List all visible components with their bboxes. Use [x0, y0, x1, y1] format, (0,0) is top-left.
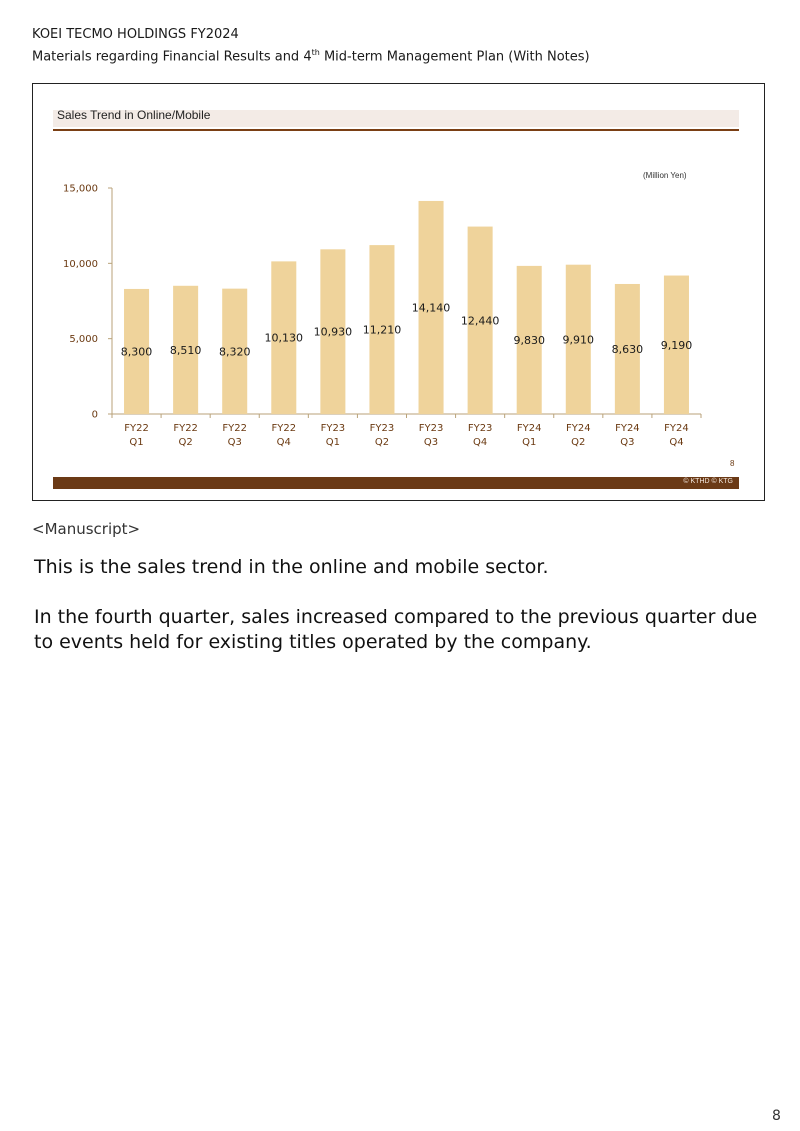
x-tick-label-quarter: Q2	[374, 437, 390, 448]
page-number: 8	[772, 1108, 781, 1124]
data-label: 10,930	[313, 325, 353, 339]
x-tick-label-quarter: Q4	[669, 437, 684, 448]
data-label: 9,190	[660, 338, 693, 352]
data-label: 9,910	[562, 333, 595, 347]
x-tick-label-year: FY23	[320, 423, 346, 434]
slide-footer-bar	[53, 477, 739, 489]
x-tick-label-quarter: Q1	[129, 437, 144, 448]
x-tick-label-quarter: Q2	[178, 437, 193, 448]
data-label: 12,440	[460, 314, 500, 328]
document-subtitle	[32, 44, 590, 66]
x-tick-label-year: FY23	[418, 423, 444, 434]
y-tick-label: 10,000	[63, 258, 98, 270]
x-tick-label-quarter: Q3	[620, 437, 635, 448]
manuscript-paragraph: This is the sales trend in the online and mobile sector.	[34, 556, 549, 578]
x-tick-label-quarter: Q1	[325, 437, 340, 448]
x-tick-label-year: FY22	[173, 423, 198, 434]
y-tick-label: 5,000	[69, 334, 98, 346]
document-title: KOEI TECMO HOLDINGS FY2024	[32, 27, 239, 42]
manuscript-paragraph: In the fourth quarter, sales increased compared to the previous quarter due to events held for existing titles operated by the company.	[34, 606, 758, 653]
document-header	[32, 26, 590, 66]
x-tick-label-quarter: Q4	[473, 437, 488, 448]
x-tick-label-year: FY22	[222, 423, 248, 434]
x-tick-label-year: FY24	[565, 423, 591, 434]
x-tick-label-quarter: Q1	[522, 437, 537, 448]
unit-label: (Million Yen)	[643, 171, 687, 180]
x-tick-label-year: FY24	[615, 423, 640, 434]
data-label: 8,320	[218, 345, 251, 359]
sales-bar-chart	[33, 84, 766, 502]
x-tick-label-quarter: Q3	[227, 437, 242, 448]
manuscript-label: <Manuscript>	[32, 520, 141, 538]
x-tick-label-year: FY24	[516, 423, 542, 434]
data-label: 8,630	[611, 342, 644, 356]
y-tick-label: 15,000	[63, 183, 98, 195]
x-tick-label-quarter: Q3	[423, 437, 439, 448]
slide-title: Sales Trend in Online/Mobile	[57, 108, 211, 122]
x-tick-label-year: FY23	[467, 423, 493, 434]
copyright-notice: © KTHD © KTG	[683, 478, 733, 485]
data-label: 10,130	[264, 331, 304, 345]
data-label: 14,140	[411, 301, 451, 315]
x-tick-label-year: FY23	[369, 423, 395, 434]
data-label: 8,300	[120, 345, 153, 359]
data-label: 11,210	[362, 323, 402, 337]
x-tick-label-year: FY22	[271, 423, 297, 434]
slide-frame	[32, 83, 765, 501]
manuscript-body	[34, 555, 774, 680]
slide-number: 8	[730, 459, 735, 468]
subtitle-superscript: th	[311, 48, 320, 57]
x-tick-label-year: FY24	[664, 423, 689, 434]
data-label: 9,830	[513, 333, 545, 347]
x-tick-label-quarter: Q2	[571, 437, 586, 448]
subtitle-part-1: Materials regarding Financial Results and 4	[32, 49, 312, 65]
x-tick-label-year: FY22	[124, 423, 149, 434]
subtitle-part-2: Mid-term Management Plan (With Notes)	[319, 49, 590, 65]
y-tick-label: 0	[91, 409, 98, 421]
data-label: 8,510	[169, 343, 202, 357]
x-tick-label-quarter: Q4	[276, 437, 291, 448]
